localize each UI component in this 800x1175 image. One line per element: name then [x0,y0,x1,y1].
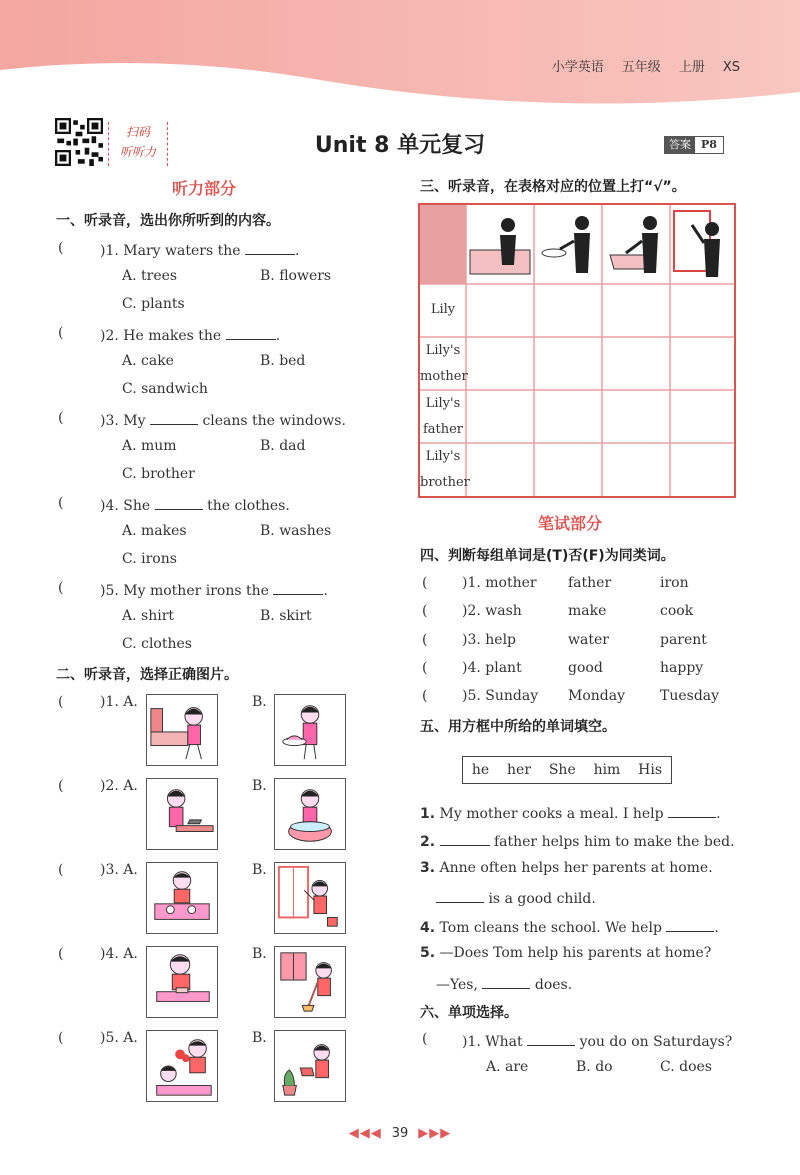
word-2: water [568,632,609,648]
answer-blank[interactable] [436,888,484,903]
row-lilys-father [420,391,466,443]
option-b: B. bed [260,353,306,369]
word-1: )2. wash [462,603,522,619]
word-3: iron [660,575,689,591]
answer-paren[interactable]: ( [58,580,64,596]
item-num: )1. [100,243,119,259]
word-2: father [568,575,612,591]
picture-girl-washing-clothes[interactable] [274,778,346,850]
reply-text: —Yes, [436,977,478,993]
word-bank-word: him [593,762,621,778]
sentence-end: . [716,806,721,822]
scan-line-2: 听听力 [119,145,156,159]
word-1: )3. help [462,632,517,648]
word-1: )5. Sunday [462,688,539,704]
answer-blank[interactable] [226,325,276,340]
word-2: good [568,660,603,676]
item-num: )3. A. [100,862,138,878]
answer-paren[interactable]: ( [422,632,428,648]
word-2: Monday [568,688,625,704]
item-text-end: . [275,328,281,344]
option-b: B. skirt [260,608,312,624]
answer-blank[interactable] [150,410,198,425]
q5-sentence-3-cont [436,888,596,907]
option-c: C. brother [122,466,195,482]
answer-paren[interactable]: ( [422,660,428,676]
answer-blank[interactable] [666,917,714,932]
sentence-text: Tom cleans the school. We help [439,920,662,936]
row-lily [420,297,466,323]
row-lilys-mother [420,338,466,390]
row-label-line: father [422,422,464,437]
picture-boy-sweeping-floor[interactable] [274,946,346,1018]
item-text: She [123,498,151,514]
row-label-line: Lily's [425,343,461,358]
row-label-line: mother [420,369,468,384]
answer-paren[interactable]: ( [422,603,428,619]
header-banner [0,0,800,110]
word-3: cook [660,603,694,619]
item-num: )5. [100,583,119,599]
listening-section-title: 听力部分 [172,179,237,198]
word-1: )1. mother [462,575,537,591]
page-footer [0,1126,800,1141]
answer-blank[interactable] [527,1031,575,1046]
item-num: 3. [420,860,436,876]
option-b: B. do [576,1059,613,1075]
item-text-end: the clothes. [207,498,290,514]
answer-paren[interactable]: ( [58,410,64,426]
word-bank-word: His [638,762,663,778]
answer-paren[interactable]: ( [58,240,64,256]
answer-paren[interactable]: ( [422,688,428,704]
q5-sentence-2 [420,831,735,850]
option-a: A. mum [122,438,177,454]
sentence-text: is a good child. [488,891,596,907]
item-num: )1. A. [100,694,138,710]
sentence-end: . [714,920,719,936]
option-a: A. shirt [122,608,175,624]
page-number: 39 [391,1126,409,1141]
chore-icon-cook [542,216,590,273]
word-3: happy [660,660,704,676]
answer-reference[interactable] [664,136,724,154]
q5-heading: 五、用方框中所给的单词填空。 [420,719,616,735]
option-c: C. clothes [122,636,192,652]
picture-boy-wiping-table[interactable] [146,946,218,1018]
word-3: Tuesday [660,688,720,704]
sentence-text: —Does Tom help his parents at home? [439,945,712,961]
picture-boy-setting-table[interactable] [146,862,218,934]
answer-blank[interactable] [440,831,490,846]
answer-paren[interactable]: ( [422,575,428,591]
item-text: My [123,413,146,429]
item-text-end: . [323,583,328,599]
option-c: C. sandwich [122,381,208,397]
item-text-end: cleans the windows. [202,413,346,429]
word-bank-word: he [471,762,490,778]
item-text: My mother irons the [123,583,269,599]
option-a: A. trees [122,268,178,284]
option-a: A. makes [122,523,187,539]
option-b-label: B. [252,1030,267,1046]
word-3: parent [660,632,707,648]
item-text: Mary waters the [123,243,241,259]
picture-girl-ironing[interactable] [146,778,218,850]
answer-label: 答案 [665,137,695,153]
answer-paren[interactable]: ( [58,946,64,962]
tag-grade: 五年级 [621,60,661,75]
written-section-title: 笔试部分 [538,514,603,533]
picture-boy-watering-plants[interactable] [274,1030,346,1102]
q2-heading: 二、听录音，选择正确图片。 [56,667,238,683]
q5-sentence-5 [420,945,711,961]
option-b: B. dad [260,438,306,454]
item-num: )5. A. [100,1030,138,1046]
option-b: B. washes [260,523,332,539]
item-num: 5. [420,945,436,961]
row-label-line: Lily's [425,449,461,464]
row-label-line: Lily's [425,396,461,411]
answer-blank[interactable] [273,580,323,595]
word-bank-word: her [507,762,532,778]
reply-text-end: does. [534,977,573,993]
chore-icon-wash-dishes [610,216,658,273]
word-2: make [568,603,607,619]
answer-blank[interactable] [482,974,530,989]
scan-line-1: 扫码 [125,125,150,139]
sentence-text: Anne often helps her parents at home. [439,860,713,876]
q5-sentence-5-reply [436,974,572,993]
picture-girl-making-bed[interactable] [146,694,218,766]
answer-page: P8 [701,138,717,151]
chore-icon-clean-window [674,211,720,277]
next-arrows-icon[interactable]: ▶▶▶ [418,1126,452,1141]
q5-sentence-3 [420,860,713,876]
answer-paren[interactable]: ( [58,778,64,794]
chore-icon-make-bed [470,218,530,274]
picture-boy-cleaning-window[interactable] [274,862,346,934]
row-lilys-brother [420,444,470,496]
option-b: B. flowers [260,268,332,284]
answer-blank[interactable] [668,803,716,818]
answer-paren[interactable]: ( [58,1030,64,1046]
item-text: you do on Saturdays? [579,1034,733,1050]
tag-edition: XS [722,60,740,75]
picture-boy-giving-flowers[interactable] [146,1030,218,1102]
picture-girl-making-cake[interactable] [274,694,346,766]
item-num: 2. [420,834,436,850]
option-b-label: B. [252,694,267,710]
chores-table [418,203,736,498]
q5-sentence-4 [420,917,719,936]
item-num: )1. What [462,1034,523,1050]
item-num: )4. [100,498,119,514]
option-b-label: B. [252,778,267,794]
page-title: Unit 8 单元复习 [314,133,486,158]
answer-paren[interactable]: ( [58,495,64,511]
answer-blank[interactable] [245,240,295,255]
table-grid [420,205,734,496]
q3-heading: 三、听录音，在表格对应的位置上打“√”。 [420,179,686,195]
answer-blank[interactable] [155,495,203,510]
sentence-text: father helps him to make the bed. [493,834,735,850]
row-label-line: Lily [430,302,456,317]
item-text: He makes the [123,328,222,344]
answer-paren[interactable]: ( [58,694,64,710]
q5-sentence-1 [420,803,721,822]
word-1: )4. plant [462,660,522,676]
header-tags [534,56,740,75]
option-c: C. plants [122,296,185,312]
option-b-label: B. [252,946,267,962]
answer-paren[interactable]: ( [422,1031,428,1047]
tag-subject: 小学英语 [551,60,604,75]
item-num: )4. A. [100,946,138,962]
sentence-text: My mother cooks a meal. I help [439,806,664,822]
option-c: C. does [660,1059,712,1075]
item-num: )3. [100,413,119,429]
option-c: C. irons [122,551,177,567]
q4-heading: 四、判断每组单词是(T)否(F)为同类词。 [420,548,675,564]
q6-heading: 六、单项选择。 [420,1005,518,1021]
answer-paren[interactable]: ( [58,862,64,878]
option-a: A. cake [122,353,174,369]
word-bank-box [462,756,672,784]
item-num: 4. [420,920,436,936]
tag-volume: 上册 [678,60,705,75]
item-num: )2. [100,328,119,344]
answer-paren[interactable]: ( [58,325,64,341]
q1-heading: 一、听录音，选出你所听到的内容。 [56,213,280,229]
item-num: )2. A. [100,778,138,794]
prev-arrows-icon[interactable]: ◀◀◀ [348,1126,382,1141]
row-label-line: brother [420,475,470,490]
option-b-label: B. [252,862,267,878]
item-text-end: . [294,243,300,259]
item-num: 1. [420,806,436,822]
option-a: A. are [486,1059,529,1075]
word-bank-word: She [548,762,576,778]
